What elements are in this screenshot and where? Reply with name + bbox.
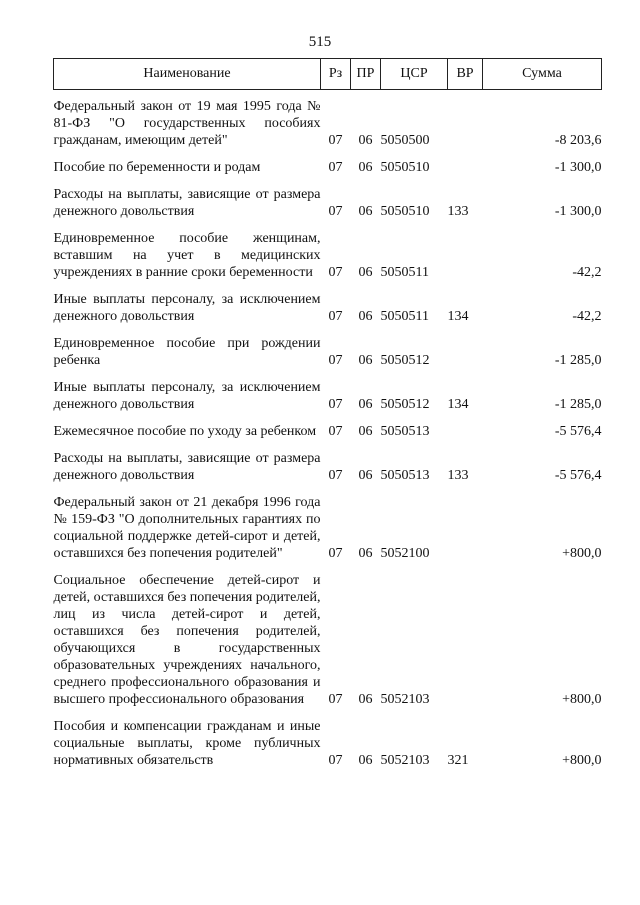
row-vr xyxy=(448,486,483,564)
header-name: Наименование xyxy=(54,59,321,90)
row-vr xyxy=(448,222,483,283)
row-vr xyxy=(448,415,483,442)
row-name: Федеральный закон от 19 мая 1995 года № 81-ФЗ "О государственных пособиях гражданам, имеющим детей" xyxy=(53,99,321,148)
budget-table xyxy=(53,58,602,771)
row-pr: 06 xyxy=(358,692,373,707)
row-rz: 07 xyxy=(328,160,343,175)
row-csr: 5050510 xyxy=(380,160,430,175)
row-rz: 07 xyxy=(328,424,343,439)
row-rz: 07 xyxy=(328,692,343,707)
row-name: Пособие по беременности и родам xyxy=(53,160,261,175)
row-sum: -42,2 xyxy=(572,309,602,324)
row-vr xyxy=(448,564,483,710)
row-sum: -5 576,4 xyxy=(554,468,602,483)
row-name: Иные выплаты персоналу, за исключением денежного довольствия xyxy=(53,292,321,324)
row-rz: 07 xyxy=(328,468,343,483)
row-rz: 07 xyxy=(328,133,343,148)
table-row xyxy=(54,564,602,710)
row-vr xyxy=(448,151,483,178)
row-name: Единовременное пособие женщинам, вставшим на учет в медицинских учреждениях в ранние сроки беременности xyxy=(53,231,321,280)
row-sum: -1 285,0 xyxy=(554,397,602,412)
table-row xyxy=(54,327,602,371)
row-sum: -5 576,4 xyxy=(554,424,602,439)
row-pr: 06 xyxy=(358,133,373,148)
row-sum: +800,0 xyxy=(562,753,602,768)
row-pr: 06 xyxy=(358,204,373,219)
row-sum: -8 203,6 xyxy=(554,133,602,148)
row-name: Расходы на выплаты, зависящие от размера денежного довольствия xyxy=(53,187,321,219)
row-csr: 5052100 xyxy=(380,546,430,561)
row-name: Иные выплаты персоналу, за исключением денежного довольствия xyxy=(53,380,321,412)
row-vr: 133 xyxy=(447,204,469,219)
header-sum: Сумма xyxy=(483,59,602,90)
table-row xyxy=(54,90,602,152)
table-row xyxy=(54,151,602,178)
row-csr: 5050500 xyxy=(380,133,430,148)
row-sum: -1 300,0 xyxy=(554,160,602,175)
row-vr xyxy=(448,90,483,152)
row-pr: 06 xyxy=(358,397,373,412)
row-vr: 133 xyxy=(447,468,469,483)
row-vr: 321 xyxy=(447,753,469,768)
row-csr: 5052103 xyxy=(380,692,430,707)
row-name: Федеральный закон от 21 декабря 1996 года № 159-ФЗ "О дополнительных гарантиях по социальной поддержке детей-сирот и детей, оставшихся без попечения родителей" xyxy=(53,495,321,561)
row-name: Единовременное пособие при рождении ребенка xyxy=(53,336,321,368)
row-name: Пособия и компенсации гражданам и иные социальные выплаты, кроме публичных нормативных обязательств xyxy=(53,719,321,768)
row-sum: -1 300,0 xyxy=(554,204,602,219)
row-rz: 07 xyxy=(328,353,343,368)
table-row xyxy=(54,415,602,442)
header-rz: Рз xyxy=(321,59,351,90)
table-row xyxy=(54,178,602,222)
row-pr: 06 xyxy=(358,424,373,439)
row-rz: 07 xyxy=(328,753,343,768)
row-csr: 5050512 xyxy=(380,397,430,412)
row-name: Социальное обеспечение детей-сирот и детей, оставшихся без попечения родителей, лиц из числа детей-сирот и детей, оставшихся без попечения родителей, обучающихся в государственных образовательных учреждениях начального, среднего профессионального образования и высшего профессионального образования xyxy=(53,573,321,707)
row-pr: 06 xyxy=(358,309,373,324)
row-csr: 5050511 xyxy=(380,309,429,324)
row-sum: +800,0 xyxy=(562,692,602,707)
row-rz: 07 xyxy=(328,546,343,561)
row-rz: 07 xyxy=(328,204,343,219)
page-number: 515 xyxy=(308,34,332,50)
row-csr: 5050510 xyxy=(380,204,430,219)
row-csr: 5050513 xyxy=(380,424,430,439)
row-pr: 06 xyxy=(358,753,373,768)
row-csr: 5050512 xyxy=(380,353,430,368)
row-sum: -1 285,0 xyxy=(554,353,602,368)
row-vr: 134 xyxy=(447,309,469,324)
table-row xyxy=(54,486,602,564)
row-pr: 06 xyxy=(358,546,373,561)
table-row xyxy=(54,283,602,327)
row-pr: 06 xyxy=(358,265,373,280)
row-csr: 5052103 xyxy=(380,753,430,768)
row-name: Ежемесячное пособие по уходу за ребенком xyxy=(53,424,317,439)
header-pr: ПР xyxy=(351,59,381,90)
table-row xyxy=(54,710,602,771)
row-sum: +800,0 xyxy=(562,546,602,561)
row-csr: 5050511 xyxy=(380,265,429,280)
table-header-row xyxy=(54,59,602,90)
header-csr: ЦСР xyxy=(381,59,448,90)
row-pr: 06 xyxy=(358,353,373,368)
row-name: Расходы на выплаты, зависящие от размера денежного довольствия xyxy=(53,451,321,483)
row-vr xyxy=(448,327,483,371)
row-rz: 07 xyxy=(328,397,343,412)
row-vr: 134 xyxy=(447,397,469,412)
table-row xyxy=(54,371,602,415)
row-csr: 5050513 xyxy=(380,468,430,483)
row-sum: -42,2 xyxy=(572,265,602,280)
table-row xyxy=(54,442,602,486)
header-vr: ВР xyxy=(448,59,483,90)
table-row xyxy=(54,222,602,283)
row-pr: 06 xyxy=(358,468,373,483)
row-rz: 07 xyxy=(328,309,343,324)
row-pr: 06 xyxy=(358,160,373,175)
row-rz: 07 xyxy=(328,265,343,280)
